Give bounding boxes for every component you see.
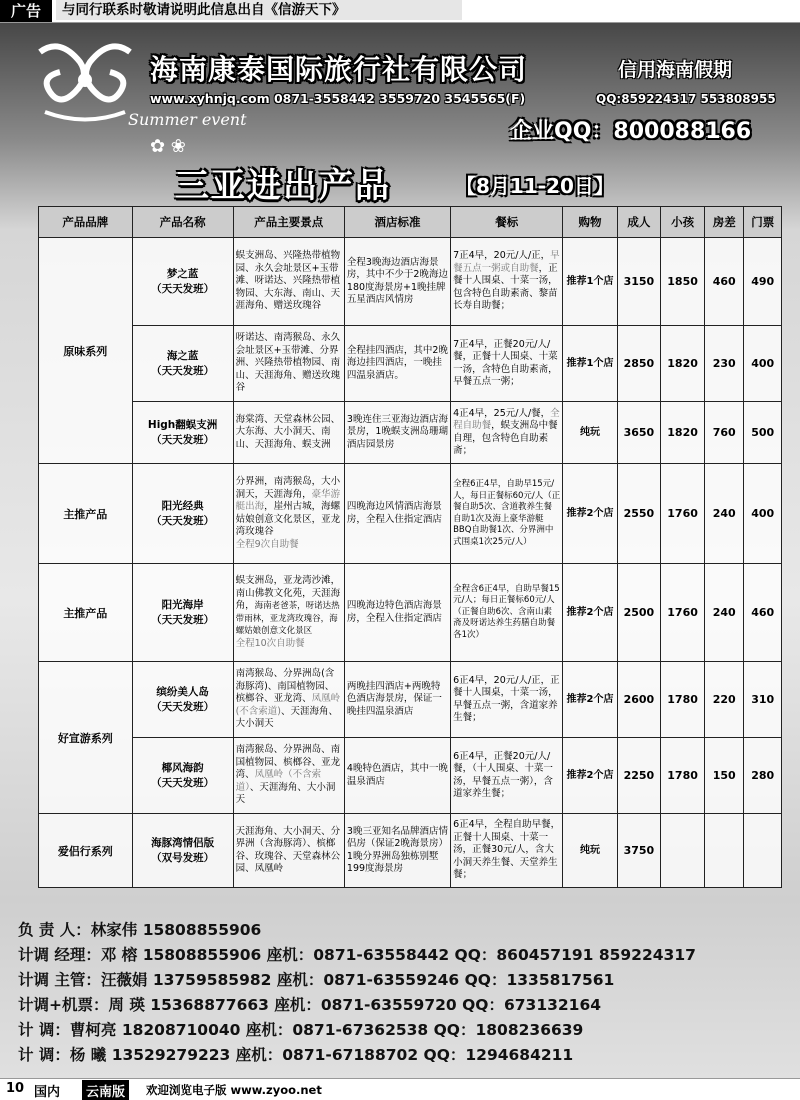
sights-cell: 蜈支洲岛、兴隆热带植物园、永久会址景区+玉带滩、呀诺达、兴隆热带植物园、大东海、南山、天涯海角、赠送玫瑰谷 [233, 238, 344, 326]
shopping-cell: 推荐2个店 [563, 464, 617, 564]
col-header: 产品名称 [132, 207, 233, 238]
sights-note: 全程10次自助餐 [235, 637, 305, 649]
product-name-cell [132, 564, 233, 662]
staff-contacts [18, 918, 798, 1068]
product-name: 梦之蓝 [166, 267, 199, 280]
hotel-cell: 4晚特色酒店，其中一晚温泉酒店 [344, 738, 450, 814]
ticket-price: 460 [744, 564, 782, 662]
company-name: 海南康泰国际旅行社有限公司 [150, 53, 528, 86]
product-name-cell [132, 738, 233, 814]
staff-mobile: 15368877663 [150, 996, 269, 1014]
product-schedule: （天天发班） [151, 282, 215, 295]
hotel-cell: 两晚挂四酒店+两晚特色酒店海景房，保证一晚挂四温泉酒店 [344, 662, 450, 738]
staff-qq: QQ：860457191 859224317 [454, 946, 696, 964]
qq-line: QQ:859224317 553808955 [596, 92, 776, 106]
contact-line: www.xyhnjq.com 0871-3558442 3559720 3545565(F) [150, 91, 526, 106]
corporate-qq: 企业QQ：800088166 [510, 119, 752, 144]
staff-qq: QQ：1294684211 [423, 1046, 574, 1064]
meal-text: 7正4早，20元/人/正， [453, 250, 551, 262]
sights-text: ，崖州古城，海螺姑娘创意文化景区，亚龙湾玫瑰谷 [235, 501, 341, 537]
sights-highlight: 凤凰岭(不含索道) [235, 693, 341, 717]
col-header: 门票 [744, 207, 782, 238]
child-price: 1760 [661, 564, 705, 662]
col-header: 购物 [563, 207, 617, 238]
staff-mobile: 18208710040 [121, 1021, 241, 1039]
sights-text: 南湾猴岛、分界洲岛、南国植物园、槟榔谷、亚龙湾、 [235, 744, 341, 781]
staff-role: 计调+机票：周 瑛 [18, 996, 145, 1014]
shopping-cell: 推荐2个店 [563, 738, 617, 814]
company-logo-icon [30, 32, 140, 127]
product-schedule: （双号发班） [151, 851, 215, 864]
staff-mobile: 15808855906 [142, 946, 262, 964]
hotel-cell: 全程挂四酒店，其中2晚海边挂四酒店，一晚挂四温泉酒店。 [344, 326, 450, 402]
staff-row [18, 993, 798, 1018]
sights-cell: 海棠湾、天堂森林公园、大东海、大小洞天、南山、天涯海角、蜈支洲 [233, 402, 344, 464]
product-schedule: （天天发班） [151, 514, 215, 527]
product-name: 阳光经典 [161, 499, 204, 512]
adult-price: 2500 [617, 564, 661, 662]
table-row [39, 814, 782, 888]
product-schedule: （天天发班） [151, 613, 215, 626]
table-header-row [39, 207, 782, 238]
staff-role: 计调 主管：汪薇娟 [18, 971, 148, 989]
staff-row [18, 1043, 798, 1068]
sights-cell [233, 662, 344, 738]
staff-row [18, 968, 798, 993]
col-header: 产品主要景点 [233, 207, 344, 238]
table-row [39, 564, 782, 662]
ticket-price: 310 [744, 662, 782, 738]
page-footer [0, 1078, 800, 1100]
meal-highlight: 早餐五点一粥或自助餐 [453, 250, 560, 274]
edition-badge: 云南版 [82, 1080, 129, 1100]
series-cell: 原味系列 [39, 238, 133, 464]
page-title: 三亚进出产品 [175, 166, 391, 206]
series-cell: 主推产品 [39, 464, 133, 564]
hotel-cell: 四晚海边特色酒店海景房，全程入住指定酒店 [344, 564, 450, 662]
meal-cell: 全程6正4早，自助早15元/人，每日正餐标60元/人（正餐自助5次、含道教养生餐自助1次及海上豪华游艇BBQ自助餐1次、分界洲中式围桌1次25元/人） [451, 464, 563, 564]
room-diff: 460 [704, 238, 744, 326]
product-name: 海豚湾情侣版 [151, 836, 215, 849]
meal-cell [451, 238, 563, 326]
child-price: 1780 [661, 662, 705, 738]
shell-icon: ✿ ❀ [150, 136, 186, 157]
meal-text: ，蜈支洲岛中餐自理，包含特色自助素斋； [453, 420, 558, 456]
adult-price: 3650 [617, 402, 661, 464]
shopping-cell: 推荐1个店 [563, 326, 617, 402]
product-name-cell [132, 402, 233, 464]
col-header: 成人 [617, 207, 661, 238]
series-cell: 好宣游系列 [39, 662, 133, 814]
child-price [661, 814, 705, 888]
page-number: 10 [6, 1081, 25, 1096]
product-name-cell [132, 662, 233, 738]
region-label: 国内 [34, 1085, 61, 1100]
sights-text: 海南老爸茶，呀诺达热带雨林，亚龙湾玫瑰谷，海螺姑娘创意文化景区 [235, 601, 340, 636]
ad-note: 与同行联系时敬请说明此信息出自《信游天下》 [56, 0, 462, 20]
adult-price: 2850 [617, 326, 661, 402]
staff-mobile: 13529279223 [111, 1046, 231, 1064]
room-diff [704, 814, 744, 888]
staff-landline: 座机：0871-67188702 [235, 1046, 419, 1064]
sights-highlight: 凤凰岭（不含索道） [235, 769, 322, 793]
staff-landline: 座机：0871-63559246 [276, 971, 460, 989]
product-name: High翻蜈支洲 [147, 418, 218, 431]
product-schedule: （天天发班） [151, 364, 215, 377]
col-header: 酒店标准 [344, 207, 450, 238]
sights-cell [233, 564, 344, 662]
product-name: 海之蓝 [166, 349, 199, 362]
product-name-cell [132, 238, 233, 326]
staff-row [18, 918, 798, 943]
adult-price: 3750 [617, 814, 661, 888]
table-row [39, 402, 782, 464]
meal-cell: 6正4早，20元/人/正，正餐十人围桌，十菜一汤，早餐五点一粥，含道家养生餐； [451, 662, 563, 738]
table-row [39, 738, 782, 814]
meal-cell: 7正4早，正餐20元/人/餐，正餐十人围桌、十菜一汤，含特色自助素斋，早餐五点一粥； [451, 326, 563, 402]
child-price: 1820 [661, 402, 705, 464]
hotel-cell: 四晚海边风情酒店海景房，全程入住指定酒店 [344, 464, 450, 564]
sights-text: 蜈支洲岛，亚龙湾沙滩，南山佛教文化苑，天涯海角， [235, 575, 341, 611]
meal-cell: 6正4早，全程自助早餐，正餐十人围桌、十菜一汤，正餐30元/人，含大小洞天养生餐、天堂养生餐； [451, 814, 563, 888]
adult-price: 3150 [617, 238, 661, 326]
product-name: 缤纷美人岛 [156, 685, 209, 698]
room-diff: 220 [704, 662, 744, 738]
child-price: 1850 [661, 238, 705, 326]
staff-landline: 座机：0871-67362538 [245, 1021, 429, 1039]
table-row [39, 662, 782, 738]
meal-cell: 全程含6正4早，自助早餐15元/人；每日正餐标60元/人（正餐自助6次、含南山素斋及呀诺达养生药膳自助餐各1次） [451, 564, 563, 662]
product-table [38, 206, 782, 888]
room-diff: 760 [704, 402, 744, 464]
ticket-price: 500 [744, 402, 782, 464]
staff-qq: QQ：673132164 [462, 996, 602, 1014]
staff-role: 负 责 人：林家伟 [18, 921, 138, 939]
product-name-cell [132, 464, 233, 564]
hotel-cell: 全程3晚海边酒店海景房，其中不少于2晚海边180度海景房+1晚挂牌五星酒店风情房 [344, 238, 450, 326]
ad-strip [0, 0, 800, 23]
ticket-price [744, 814, 782, 888]
child-price: 1780 [661, 738, 705, 814]
child-price: 1760 [661, 464, 705, 564]
shopping-cell: 纯玩 [563, 814, 617, 888]
meal-highlight: 全程自助餐 [453, 407, 560, 431]
product-schedule: （天天发班） [151, 776, 215, 789]
ad-tag: 广告 [0, 0, 52, 22]
staff-qq: QQ：1808236639 [433, 1021, 584, 1039]
col-header: 房差 [704, 207, 744, 238]
date-range: 【8月11-20日】 [456, 174, 614, 198]
meal-cell: 6正4早，正餐20元/人/餐，（十人围桌、十菜一汤，早餐五点一粥），含道家养生餐； [451, 738, 563, 814]
shopping-cell: 推荐1个店 [563, 238, 617, 326]
staff-mobile: 13759585982 [152, 971, 272, 989]
hotel-cell: 3晚三亚知名品牌酒店情侣房（保证2晚海景房）1晚分界洲岛独栋别墅199度海景房 [344, 814, 450, 888]
product-schedule: （天天发班） [151, 700, 215, 713]
ticket-price: 490 [744, 238, 782, 326]
sights-highlight: 豪华游艇出海 [235, 488, 341, 512]
sights-text: 分界洲，南湾猴岛，大小洞天，天涯海角， [235, 476, 341, 500]
sights-text: 、天涯海角、大小洞天 [235, 705, 339, 730]
sights-cell [233, 464, 344, 564]
shopping-cell: 推荐2个店 [563, 662, 617, 738]
sights-cell: 天涯海角、大小洞天、分界洲（含海豚湾）、槟榔谷、玫瑰谷、天堂森林公园、凤凰岭 [233, 814, 344, 888]
col-header: 产品品牌 [39, 207, 133, 238]
staff-row [18, 1018, 798, 1043]
staff-mobile: 15808855906 [142, 921, 262, 939]
product-name-cell [132, 814, 233, 888]
col-header: 餐标 [451, 207, 563, 238]
product-schedule: （天天发班） [151, 433, 215, 446]
adult-price: 2250 [617, 738, 661, 814]
staff-row [18, 943, 798, 968]
product-name: 椰风海韵 [161, 761, 204, 774]
ticket-price: 400 [744, 326, 782, 402]
staff-qq: QQ：1335817561 [464, 971, 615, 989]
ebook-link[interactable]: 欢迎浏览电子版 www.zyoo.net [146, 1083, 322, 1097]
room-diff: 230 [704, 326, 744, 402]
child-price: 1820 [661, 326, 705, 402]
product-name-cell [132, 326, 233, 402]
ticket-price: 280 [744, 738, 782, 814]
table-row [39, 238, 782, 326]
series-cell: 主推产品 [39, 564, 133, 662]
hotel-cell: 3晚连住三亚海边酒店海景房，1晚蜈支洲岛珊瑚酒店园景房 [344, 402, 450, 464]
slogan: 信用海南假期 [618, 59, 733, 81]
room-diff: 240 [704, 564, 744, 662]
series-cell: 爱侣行系列 [39, 814, 133, 888]
shopping-cell: 纯玩 [563, 402, 617, 464]
meal-cell [451, 402, 563, 464]
room-diff: 240 [704, 464, 744, 564]
staff-role: 计调 经理：邓 榕 [18, 946, 138, 964]
sights-text: 南湾猴岛、分界洲岛(含海豚湾)、南国植物园、槟榔谷、亚龙湾、 [235, 668, 335, 705]
adult-price: 2550 [617, 464, 661, 564]
staff-landline: 座机：0871-63558442 [266, 946, 450, 964]
adult-price: 2600 [617, 662, 661, 738]
table-row [39, 464, 782, 564]
ticket-price: 400 [744, 464, 782, 564]
shopping-cell: 推荐2个店 [563, 564, 617, 662]
staff-role: 计 调：曹柯亮 [18, 1021, 117, 1039]
sights-note: 全程9次自助餐 [235, 538, 299, 550]
sights-cell: 呀诺达、南湾猴岛、永久会址景区+玉带滩、分界洲、兴隆热带植物园、南山、天涯海角、赠送玫瑰谷 [233, 326, 344, 402]
logo-caption: Summer event [128, 110, 247, 129]
col-header: 小孩 [661, 207, 705, 238]
meal-text: 4正4早，25元/人/餐， [453, 407, 551, 419]
room-diff: 150 [704, 738, 744, 814]
staff-landline: 座机：0871-63559720 [274, 996, 457, 1014]
sights-cell [233, 738, 344, 814]
sights-text: 、天涯海角、大小洞天 [235, 781, 336, 806]
meal-text: ，正餐十人围桌、十菜一汤，包含特色自助素斋、黎苗长寿自助餐； [453, 262, 558, 312]
table-row [39, 326, 782, 402]
staff-role: 计 调：杨 曦 [18, 1046, 107, 1064]
product-name: 阳光海岸 [161, 598, 204, 611]
